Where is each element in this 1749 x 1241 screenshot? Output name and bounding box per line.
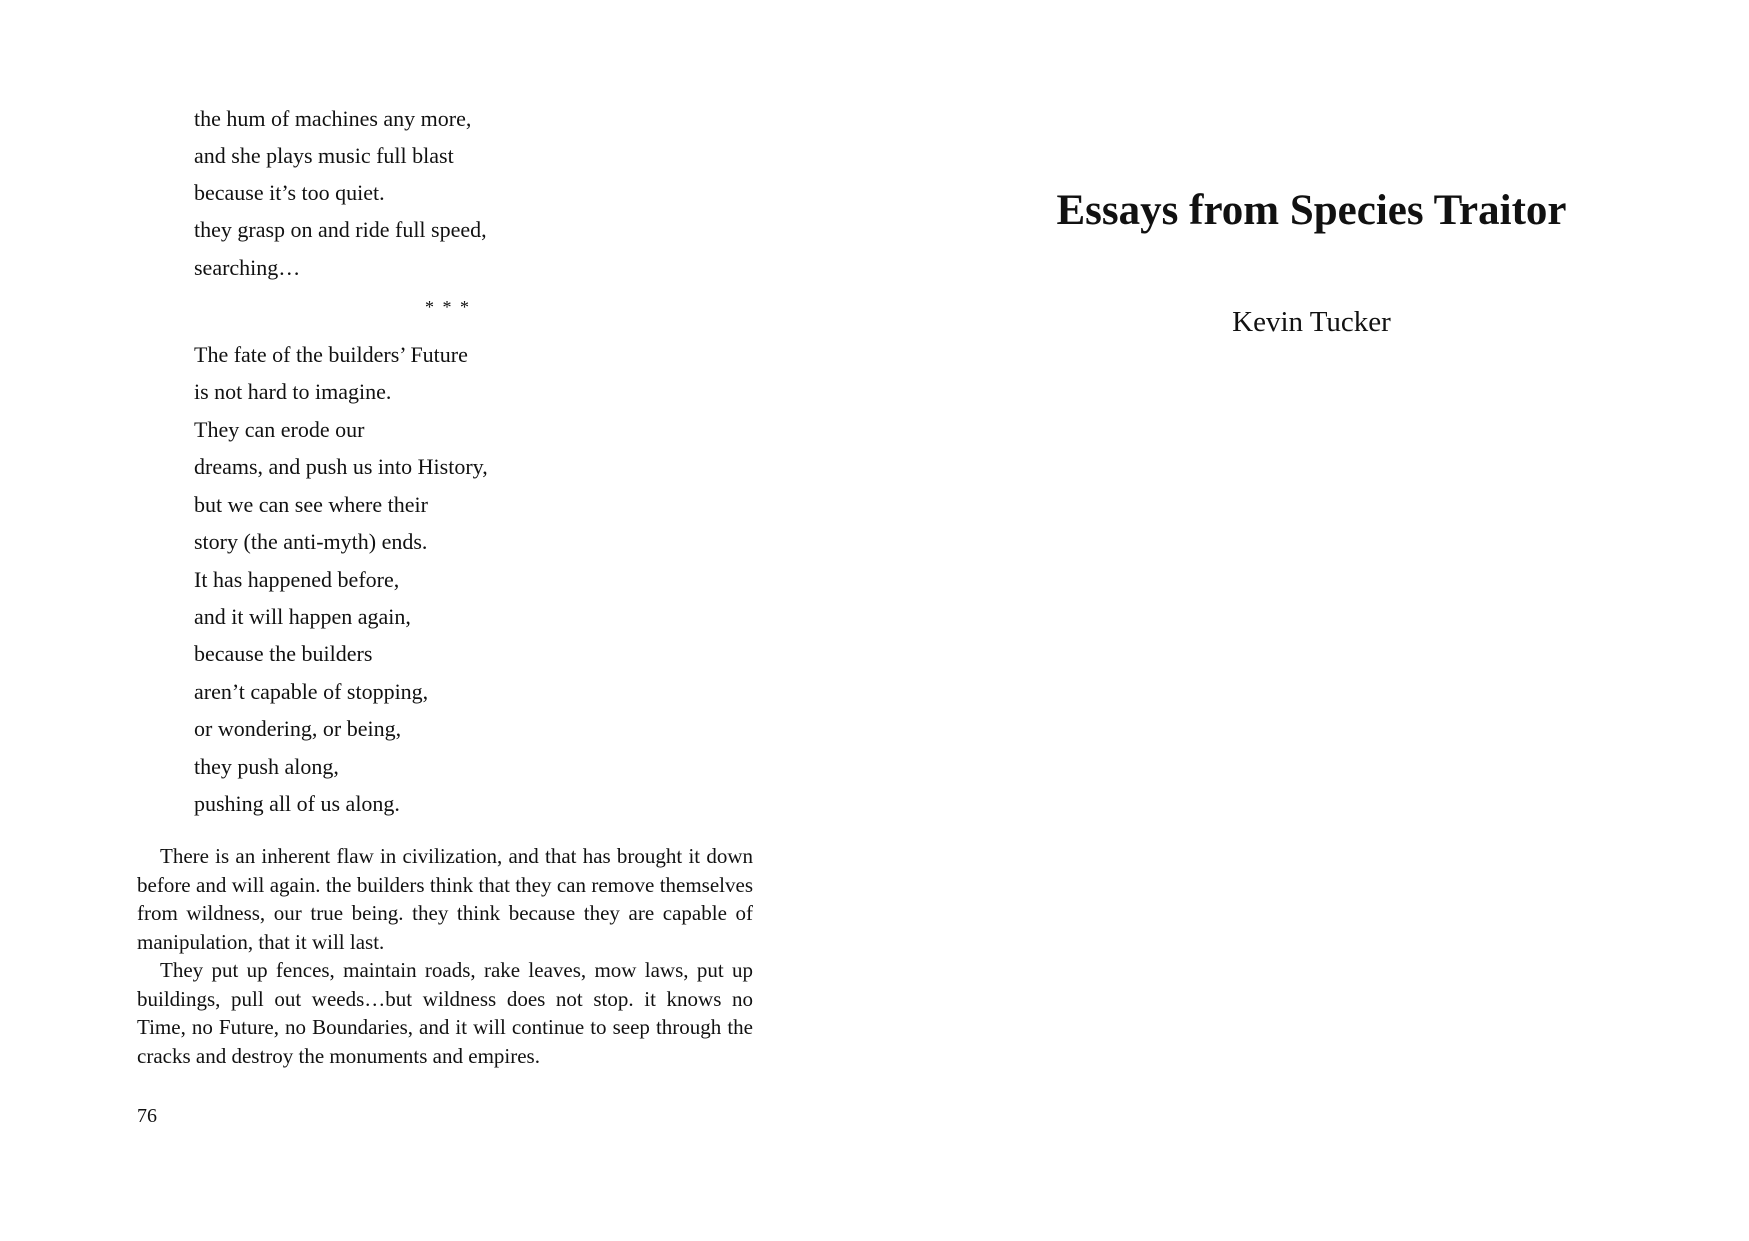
section-break: * * *	[425, 297, 471, 317]
verse-line: dreams, and push us into History,	[194, 454, 488, 479]
verse-line: they grasp on and ride full speed,	[194, 217, 487, 242]
verse-line: because it’s too quiet.	[194, 180, 385, 205]
right-page	[874, 0, 1749, 1241]
verse-line: and it will happen again,	[194, 604, 411, 629]
verse-line: It has happened before,	[194, 567, 400, 592]
verse-line: The fate of the builders’ Future	[194, 342, 468, 367]
verse-line: story (the anti-myth) ends.	[194, 529, 428, 554]
paragraph: There is an inherent flaw in civilization, and that has brought it down before and will again. the builders think that they can remove themselves from wildness, our true being. they think because they are capable of manipulation, that it will last.	[137, 844, 753, 954]
verse-line: is not hard to imagine.	[194, 379, 392, 404]
book-author: Kevin Tucker	[1232, 306, 1391, 338]
left-page	[0, 0, 874, 1241]
prose-block	[137, 842, 753, 1070]
verse-line: pushing all of us along.	[194, 791, 400, 816]
verse-line: or wondering, or being,	[194, 716, 402, 741]
verse-line: but we can see where their	[194, 492, 428, 517]
verse-line: the hum of machines any more,	[194, 106, 472, 131]
verse-line: and she plays music full blast	[194, 143, 454, 168]
page-number: 76	[137, 1105, 157, 1127]
verse-line: aren’t capable of stopping,	[194, 679, 429, 704]
verse-line: because the builders	[194, 641, 373, 666]
paragraph: They put up fences, maintain roads, rake leaves, mow laws, put up buildings, pull out weeds…but wildness does not stop. it knows no Time, no Future, no Boundaries, and it will continue to seep through the cracks and destroy the monuments and empires.	[137, 958, 753, 1068]
verse-line: they push along,	[194, 754, 339, 779]
verse-line: They can erode our	[194, 417, 365, 442]
verse-line: searching…	[194, 255, 301, 280]
book-title: Essays from Species Traitor	[1056, 187, 1567, 234]
